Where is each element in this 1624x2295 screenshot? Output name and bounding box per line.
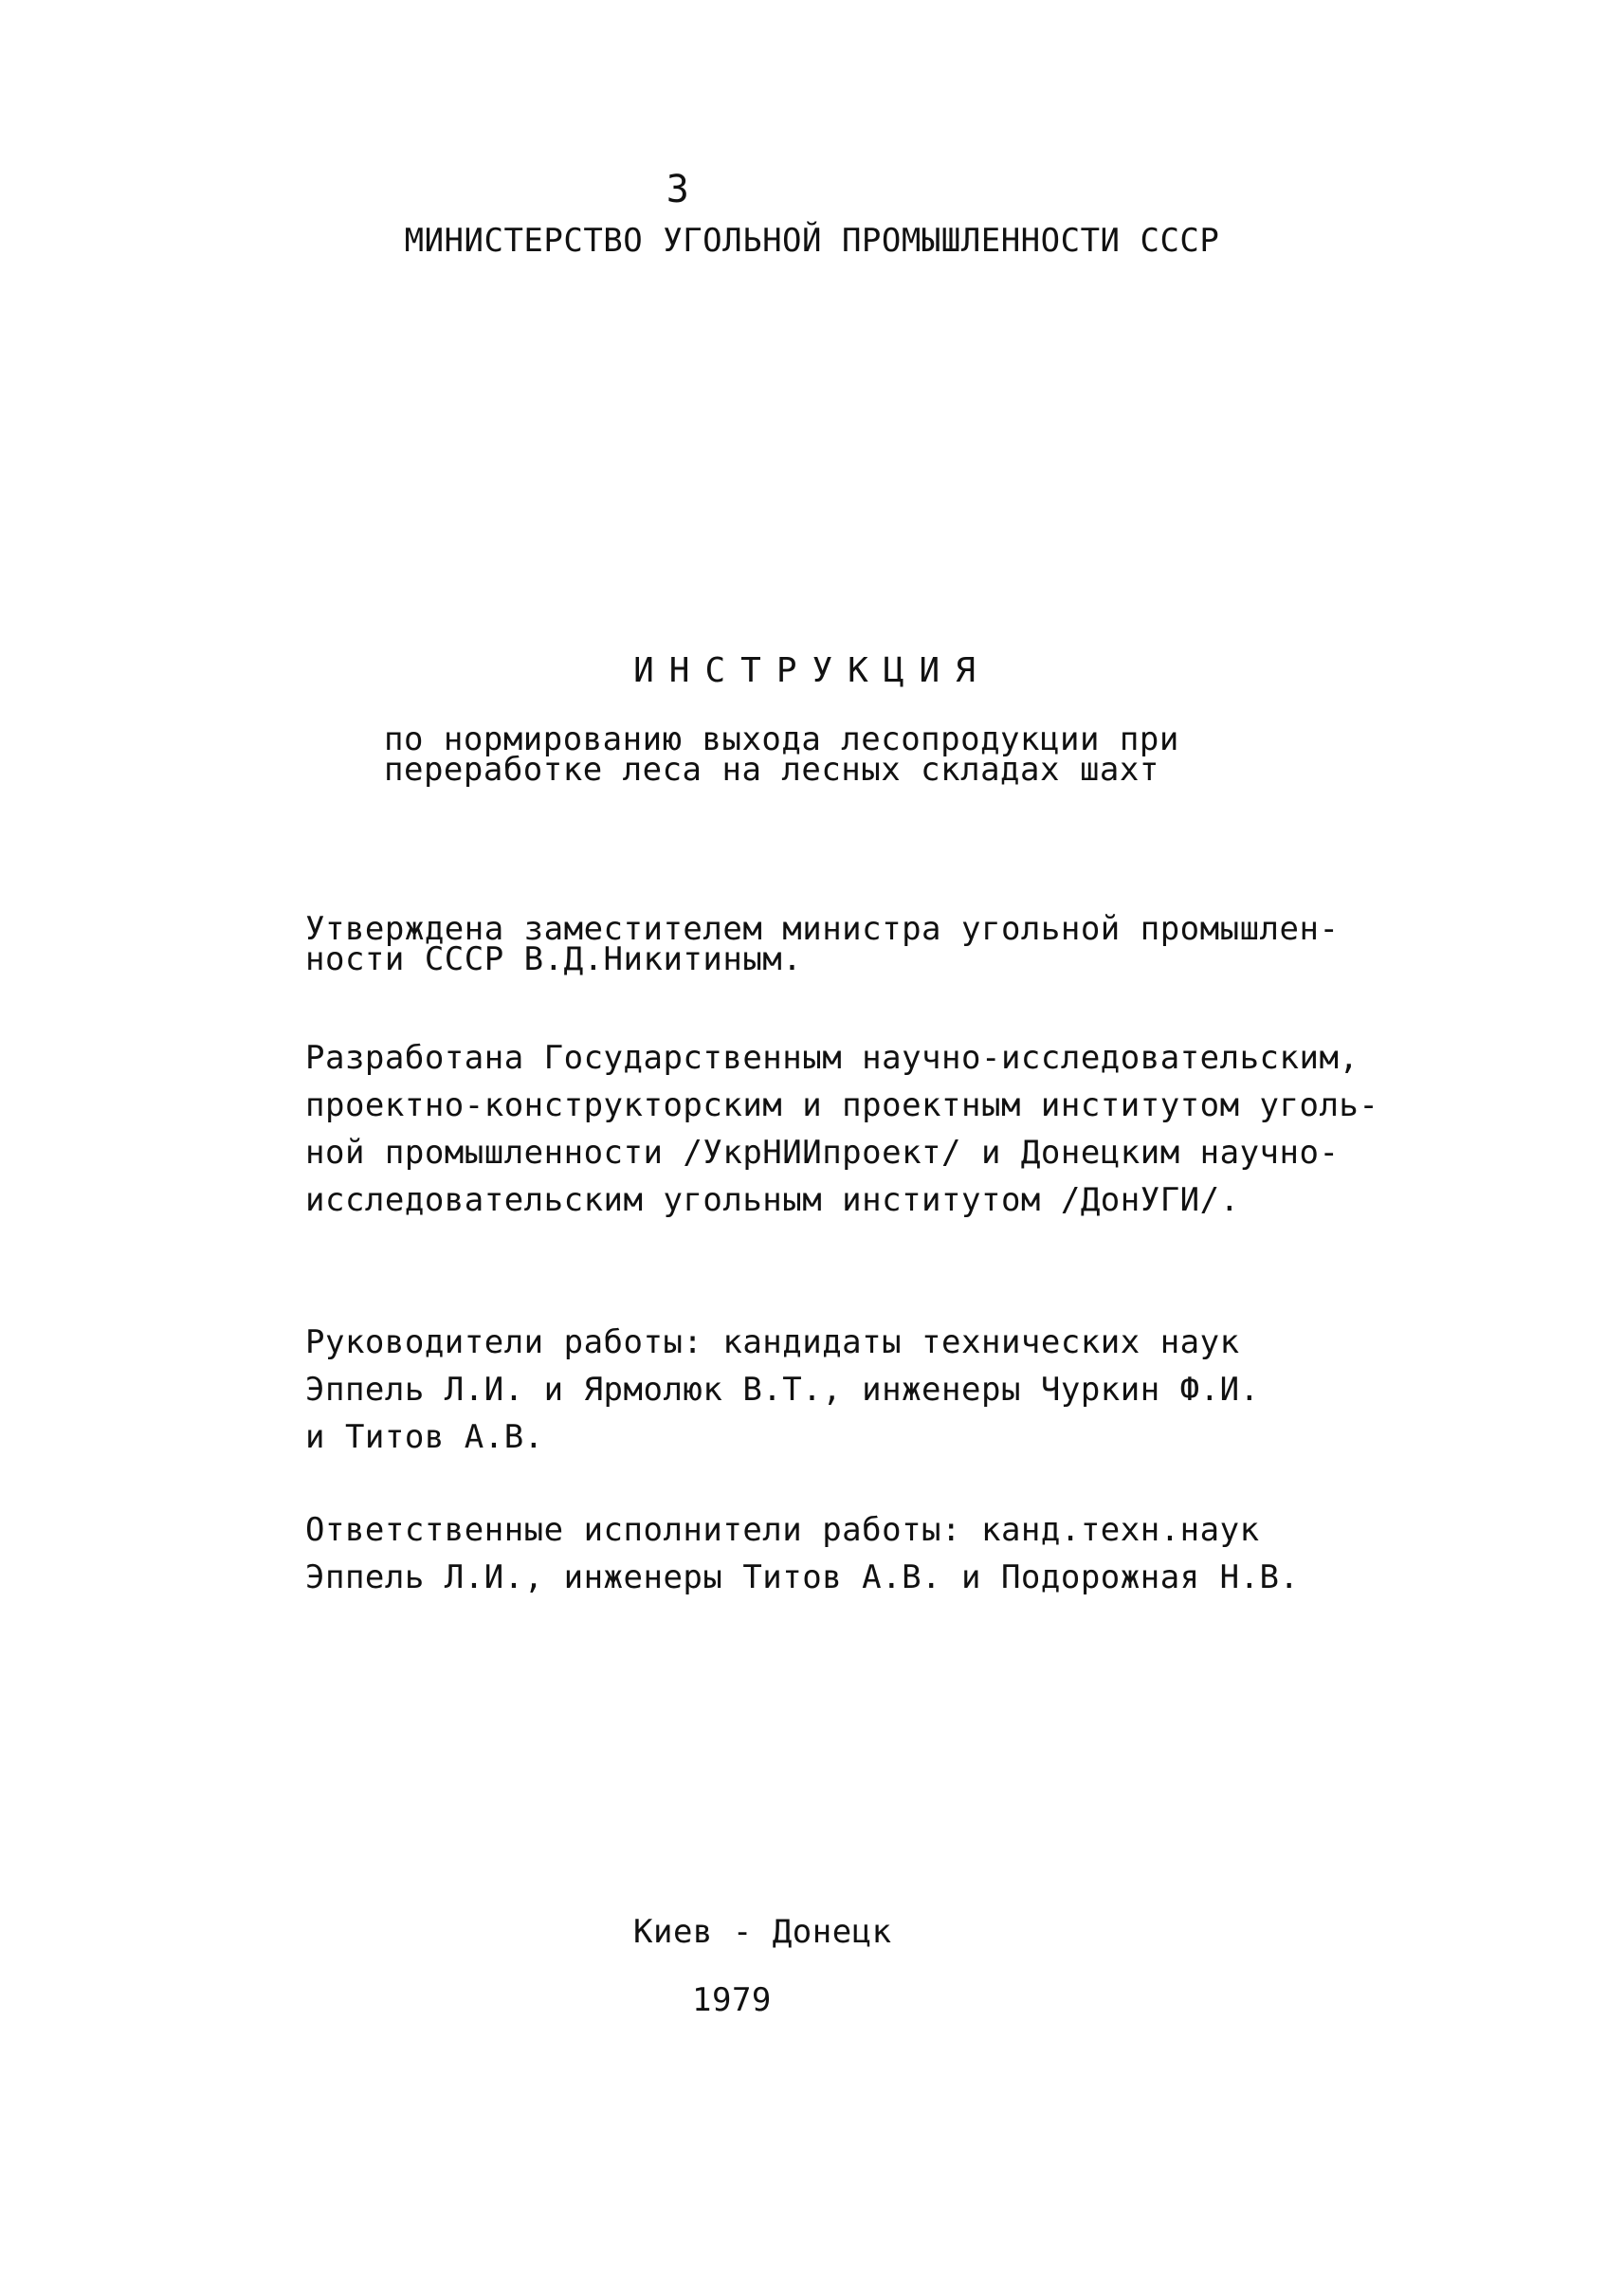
executors-line: Эппель Л.И., инженеры Титов А.В. и Подорожная Н.В. [305,1558,1300,1596]
approved-line: ности СССР В.Д.Никитиным. [305,940,803,978]
publication-year: 1979 [692,1981,772,2019]
developed-line: ной промышленности /УкрНИИпроект/ и Донецким научно- [305,1134,1340,1172]
leaders-line: и Титов А.В. [305,1418,544,1456]
document-title: ИНСТРУКЦИЯ [633,651,991,690]
publication-place: Киев - Донецк [633,1913,892,1951]
subtitle-line: переработке леса на лесных складах шахт [384,751,1159,789]
subtitle-line: по нормированию выхода лесопродукции при [384,720,1179,758]
leaders-line: Руководители работы: кандидаты технических наук [305,1323,1240,1361]
page-number: 3 [666,168,690,211]
approved-line: Утверждена заместителем министра угольной промышлен- [305,910,1340,948]
developed-line: Разработана Государственным научно-исследовательским, [305,1039,1359,1077]
developed-line: исследовательским угольным институтом /ДонУГИ/. [305,1181,1240,1219]
developed-line: проектно-конструкторским и проектным институтом уголь- [305,1086,1379,1124]
ministry-header: МИНИСТЕРСТВО УГОЛЬНОЙ ПРОМЫШЛЕННОСТИ СССР [404,222,1220,260]
executors-line: Ответственные исполнители работы: канд.техн.наук [305,1511,1260,1549]
leaders-line: Эппель Л.И. и Ярмолюк В.Т., инженеры Чуркин Ф.И. [305,1371,1260,1409]
